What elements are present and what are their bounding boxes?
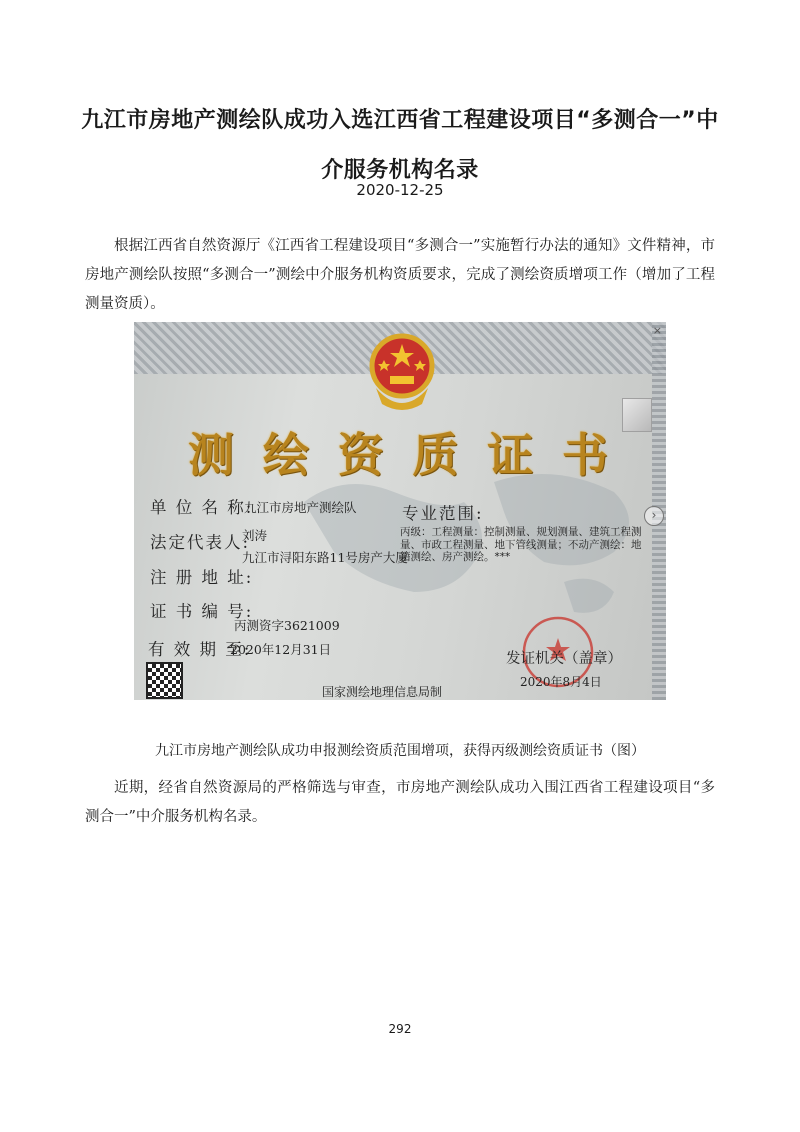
legal-rep-label: 法定代表人: — [150, 533, 251, 552]
body-paragraph-1: 根据江西省自然资源厅《江西省工程建设项目“多测合一”实施暂行办法的通知》文件精神，市房地产测绘队按照“多测合一”测绘中介服务机构资质要求，完成了测绘资质增项工作（增加了工程测量资质）。 — [85, 238, 715, 312]
address-value: 九江市浔阳东路11号房产大厦 — [242, 550, 408, 565]
certificate-title-char: 绘 — [262, 428, 309, 482]
certificate-title-char: 书 — [561, 428, 608, 482]
unit-name-label: 单 位 名 称: — [150, 498, 254, 517]
cert-no-label: 证 书 编 号: — [150, 602, 254, 621]
reg-address-label: 注 册 地 址: — [150, 568, 254, 587]
certificate-title — [188, 426, 608, 484]
scope-value: 丙级：工程测量：控制测量、规划测量、建筑工程测量、市政工程测量、地下管线测量；不动产测绘：地籍测绘、房产测绘。*** — [400, 526, 642, 563]
qr-code-icon — [146, 662, 183, 699]
article-title: 九江市房地产测绘队成功入选江西省工程建设项目“多测合一”中介服务机构名录 — [81, 108, 719, 183]
certificate-maker: 国家测绘地理信息局制 — [322, 685, 443, 699]
certificate-title-char: 证 — [487, 428, 534, 482]
cert-no-value: 丙测资字3621009 — [234, 618, 340, 633]
valid-until-label: 有 效 期 至: — [148, 640, 252, 659]
issue-date: 2020年8月4日 — [520, 675, 602, 689]
image-caption: 九江市房地产测绘队成功申报测绘资质范围增项，获得丙级测绘资质证书（图） — [155, 743, 645, 759]
scope-label: 专业范围: — [402, 504, 484, 523]
body-paragraph-2: 近期，经省自然资源局的严格筛选与审查，市房地产测绘队成功入围江西省工程建设项目“多测合一”中介服务机构名录。 — [85, 780, 715, 825]
unit-name-value: 九江市房地产测绘队 — [244, 500, 357, 515]
page-number: 292 — [388, 1022, 412, 1036]
close-icon[interactable]: × — [652, 324, 662, 337]
next-arrow-icon[interactable]: › — [644, 506, 664, 526]
issuer-label: 发证机关（盖章） — [506, 651, 622, 667]
certificate-photo[interactable] — [134, 322, 666, 700]
certificate-title-char: 测 — [188, 428, 234, 482]
legal-rep-value: 刘涛 — [242, 528, 268, 543]
certificate-title-char: 资 — [337, 428, 384, 482]
publish-date: 2020-12-25 — [356, 181, 444, 199]
valid-until-value: 2020年12月31日 — [230, 642, 332, 657]
national-emblem-icon — [362, 326, 442, 418]
hologram-sticker — [622, 398, 652, 432]
certificate-title-char: 质 — [412, 428, 459, 482]
